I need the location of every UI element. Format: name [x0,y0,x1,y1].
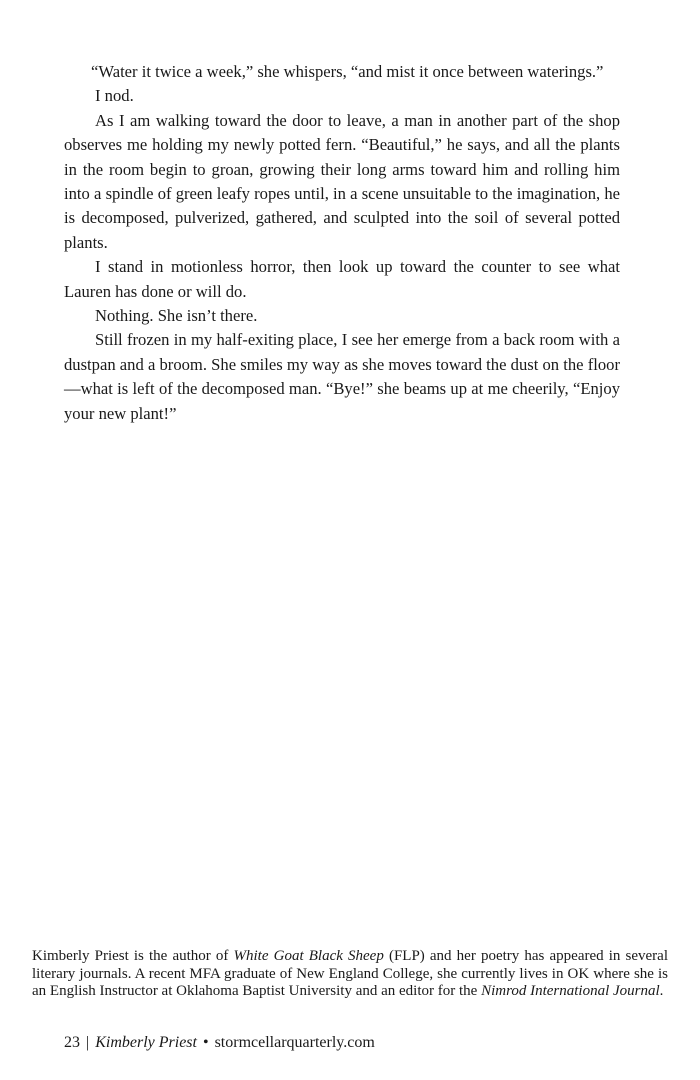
story-paragraph: As I am walking toward the door to leave, a man in another part of the shop observes me holding my newly potted fern. “Beautiful,” he says, and all the plants in the room begin to groan, growing their long arms toward him and rolling him into a spindle of green leafy ropes until, in a scene unsuitable to the imagination, he is decomposed, pulverized, gathered, and sculpted into the soil of several potted plants. [64,110,620,252]
bio-journal-title: Nimrod International Journal [481,983,660,999]
story-paragraph: Nothing. She isn’t there. [95,306,258,326]
page-number: 23 [64,1034,80,1051]
footer-bullet: • [202,1034,209,1051]
footer-author: Kimberly Priest [95,1034,197,1051]
bio-book-title: White Goat Black Sheep [233,948,384,964]
story-paragraph: “Water it twice a week,” she whispers, “and mist it once between waterings.” [91,62,604,81]
story-text [64,60,620,426]
footer-divider: | [86,1034,90,1051]
page-footer [64,1032,375,1054]
story-paragraph: I stand in motionless horror, then look up toward the counter to see what Lauren has done or will do. [64,257,620,301]
bio-text: . [659,983,664,999]
story-paragraph: I nod. [95,86,134,106]
author-bio [32,948,668,1001]
bio-text: Kimberly Priest is the author of [32,948,234,964]
footer-site: stormcellarquarterly.com [214,1034,375,1051]
story-paragraph: Still frozen in my half-exiting place, I see her emerge from a back room with a dustpan and a broom. She smiles my way as she moves toward the dust on the floor—what is left of the decomposed man. “Bye!” she beams up at me cheerily, “Enjoy your new plant!” [64,330,620,423]
bio-text: (FLP) and her poetry has appeared in several literary journals. A recent MFA graduate of New England College, she currently lives in OK where she is an English Instructor at Oklahoma Baptist University and an editor for the [32,948,668,999]
